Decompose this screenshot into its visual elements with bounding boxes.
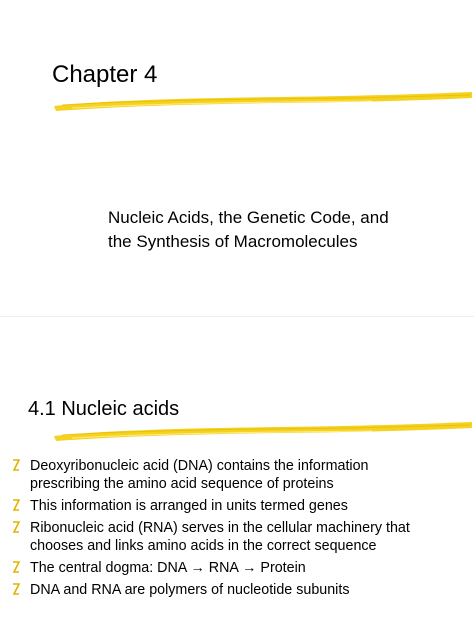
brush-stroke-icon xyxy=(52,420,474,442)
z-bullet-icon xyxy=(12,582,20,597)
section-title: 4.1 Nucleic acids xyxy=(28,398,180,420)
bullet-text-line: The central dogma: DNA → RNA → Protein xyxy=(30,560,306,576)
list-item xyxy=(12,581,472,599)
slide-title-heading: Chapter 4 xyxy=(52,61,158,88)
brush-stroke-icon xyxy=(52,90,474,112)
list-item xyxy=(12,457,472,493)
subtitle-line: the Synthesis of Macromolecules xyxy=(108,232,358,251)
z-bullet-icon xyxy=(12,560,20,575)
z-bullet-icon xyxy=(12,520,20,535)
list-item xyxy=(12,519,472,555)
list-item xyxy=(12,497,472,515)
bullet-text-line: DNA and RNA are polymers of nucleotide subunits xyxy=(30,582,350,598)
bullet-text-line: prescribing the amino acid sequence of proteins xyxy=(30,476,334,492)
slide-subtitle xyxy=(108,206,470,254)
bullet-text-line: Ribonucleic acid (RNA) serves in the cellular machinery that xyxy=(30,520,410,536)
bullet-list xyxy=(12,457,472,603)
bullet-text-line: chooses and links amino acids in the correct sequence xyxy=(30,538,377,554)
bullet-text-line: Deoxyribonucleic acid (DNA) contains the information xyxy=(30,458,369,474)
z-bullet-icon xyxy=(12,458,20,473)
list-item xyxy=(12,559,472,577)
bullet-text-line: This information is arranged in units termed genes xyxy=(30,498,348,514)
z-bullet-icon xyxy=(12,498,20,513)
subtitle-line: Nucleic Acids, the Genetic Code, and xyxy=(108,208,389,227)
